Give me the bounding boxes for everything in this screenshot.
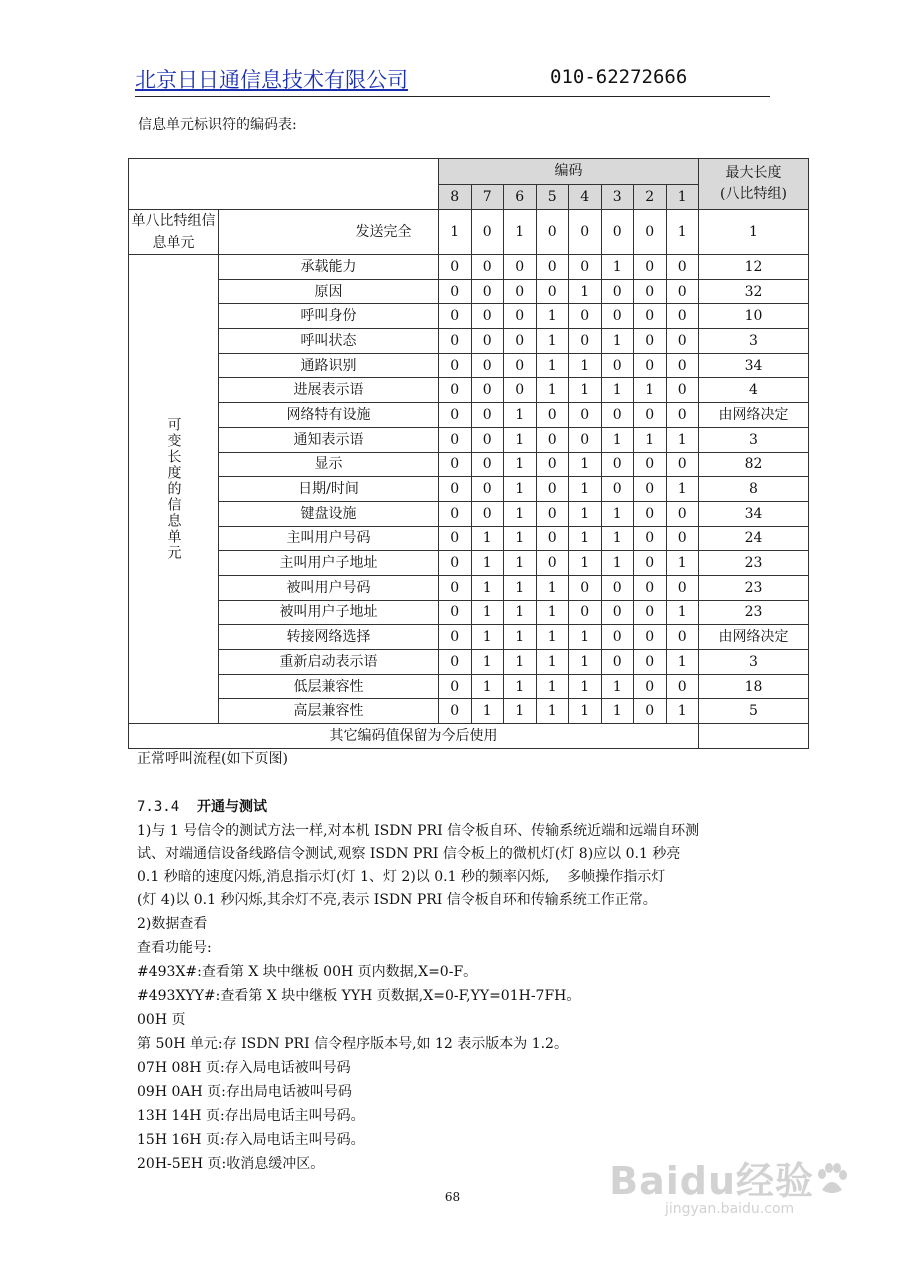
code-bit-cell: 0 bbox=[439, 699, 472, 724]
code-bit-cell: 0 bbox=[504, 304, 537, 329]
info-unit-name-cell: 键盘设施 bbox=[219, 501, 439, 526]
watermark-url: jingyan.baidu.com bbox=[664, 1201, 795, 1217]
code-bit-cell: 1 bbox=[504, 403, 537, 428]
code-bit-cell: 1 bbox=[601, 255, 634, 280]
max-length-cell: 10 bbox=[699, 304, 809, 329]
bit-number-cell: 3 bbox=[601, 184, 634, 210]
code-bit-cell: 1 bbox=[569, 551, 602, 576]
max-length-cell: 32 bbox=[699, 279, 809, 304]
max-length-label: 最大长度 bbox=[725, 165, 782, 181]
info-unit-name-cell: 被叫用户子地址 bbox=[219, 600, 439, 625]
code-bit-cell: 1 bbox=[666, 477, 699, 502]
code-bit-cell: 0 bbox=[439, 600, 472, 625]
code-bit-cell: 0 bbox=[634, 625, 667, 650]
code-bit-cell: 0 bbox=[439, 304, 472, 329]
max-length-cell: 34 bbox=[699, 501, 809, 526]
code-bit-cell: 0 bbox=[634, 600, 667, 625]
code-bit-cell: 0 bbox=[536, 255, 569, 280]
code-bit-cell: 1 bbox=[536, 674, 569, 699]
code-bit-cell: 0 bbox=[439, 674, 472, 699]
coding-table-body bbox=[129, 159, 809, 749]
section-heading bbox=[137, 796, 267, 816]
code-bit-cell: 0 bbox=[471, 501, 504, 526]
code-bit-cell: 1 bbox=[536, 650, 569, 675]
max-length-cell: 24 bbox=[699, 526, 809, 551]
code-bit-cell: 0 bbox=[569, 575, 602, 600]
table-row bbox=[129, 255, 809, 280]
table-row bbox=[129, 378, 809, 403]
code-bit-cell: 1 bbox=[504, 477, 537, 502]
code-bit-cell: 0 bbox=[439, 255, 472, 280]
code-bit-cell: 0 bbox=[601, 304, 634, 329]
code-bit-cell: 1 bbox=[471, 600, 504, 625]
table-row bbox=[129, 329, 809, 354]
info-unit-name-cell: 显示 bbox=[219, 452, 439, 477]
code-bit-cell: 1 bbox=[569, 378, 602, 403]
code-bit-cell: 0 bbox=[601, 353, 634, 378]
code-bit-cell: 1 bbox=[504, 575, 537, 600]
code-bit-cell: 0 bbox=[439, 625, 472, 650]
max-length-cell: 23 bbox=[699, 575, 809, 600]
max-length-header bbox=[699, 159, 809, 210]
code-bit-cell: 0 bbox=[634, 575, 667, 600]
code-bit-cell: 1 bbox=[504, 600, 537, 625]
para-line: 15H 16H 页:存入局电话主叫号码。 bbox=[137, 1132, 365, 1148]
info-unit-name-cell: 主叫用户号码 bbox=[219, 526, 439, 551]
max-length-cell: 3 bbox=[699, 650, 809, 675]
table-caption: 信息单元标识符的编码表: bbox=[138, 117, 297, 133]
para-line: 查看功能号: bbox=[137, 940, 212, 956]
code-bit-cell: 1 bbox=[666, 650, 699, 675]
code-bit-cell: 0 bbox=[569, 304, 602, 329]
code-bit-cell: 1 bbox=[504, 210, 537, 255]
code-bit-cell: 0 bbox=[634, 403, 667, 428]
code-bit-cell: 0 bbox=[666, 279, 699, 304]
code-bit-cell: 1 bbox=[601, 526, 634, 551]
table-row bbox=[129, 477, 809, 502]
para-line: 09H 0AH 页:存出局电话被叫号码 bbox=[137, 1084, 352, 1100]
code-bit-cell: 1 bbox=[504, 526, 537, 551]
code-bit-cell: 0 bbox=[569, 210, 602, 255]
para-line: 20H-5EH 页:收消息缓冲区。 bbox=[137, 1156, 325, 1172]
code-bit-cell: 0 bbox=[634, 674, 667, 699]
code-bit-cell: 1 bbox=[471, 650, 504, 675]
code-bit-cell: 0 bbox=[504, 279, 537, 304]
phone-number: 010-62272666 bbox=[550, 66, 688, 88]
info-unit-name-cell: 日期/时间 bbox=[219, 477, 439, 502]
code-bit-cell: 0 bbox=[634, 304, 667, 329]
code-bit-cell: 0 bbox=[601, 403, 634, 428]
empty-max-cell bbox=[699, 724, 809, 749]
max-length-cell: 1 bbox=[699, 210, 809, 255]
code-bit-cell: 1 bbox=[536, 304, 569, 329]
info-unit-name-cell: 重新启动表示语 bbox=[219, 650, 439, 675]
code-bit-cell: 0 bbox=[666, 255, 699, 280]
code-bit-cell: 1 bbox=[471, 575, 504, 600]
table-row bbox=[129, 724, 809, 749]
info-unit-name-cell: 原因 bbox=[219, 279, 439, 304]
code-bit-cell: 0 bbox=[471, 255, 504, 280]
code-bit-cell: 0 bbox=[666, 403, 699, 428]
watermark-logo-text: Baidu经验 bbox=[609, 1159, 814, 1203]
code-bit-cell: 1 bbox=[601, 551, 634, 576]
code-bit-cell: 0 bbox=[471, 353, 504, 378]
code-bit-cell: 1 bbox=[666, 600, 699, 625]
section-number: 7.3.4 bbox=[137, 799, 180, 815]
para-line: (灯 4)以 0.1 秒闪烁,其余灯不亮,表示 ISDN PRI 信令板自环和传输系统工作正常。 bbox=[137, 892, 657, 908]
code-bit-cell: 0 bbox=[634, 477, 667, 502]
bit-number-cell: 6 bbox=[504, 184, 537, 210]
code-bit-cell: 0 bbox=[536, 452, 569, 477]
info-unit-name-cell: 主叫用户子地址 bbox=[219, 551, 439, 576]
code-bit-cell: 0 bbox=[666, 501, 699, 526]
table-row bbox=[129, 650, 809, 675]
code-bit-cell: 0 bbox=[439, 477, 472, 502]
code-bit-cell: 0 bbox=[439, 353, 472, 378]
table-row bbox=[129, 210, 809, 255]
code-bit-cell: 1 bbox=[569, 650, 602, 675]
code-bit-cell: 0 bbox=[439, 279, 472, 304]
code-bit-cell: 1 bbox=[569, 501, 602, 526]
code-bit-cell: 1 bbox=[536, 600, 569, 625]
code-bit-cell: 0 bbox=[471, 427, 504, 452]
max-length-cell: 5 bbox=[699, 699, 809, 724]
code-bit-cell: 0 bbox=[569, 600, 602, 625]
code-bit-cell: 0 bbox=[536, 427, 569, 452]
info-unit-name-cell: 高层兼容性 bbox=[219, 699, 439, 724]
code-bit-cell: 0 bbox=[471, 279, 504, 304]
variable-group-cell: 可变长度的信息单元 bbox=[129, 255, 219, 724]
code-bit-cell: 0 bbox=[666, 304, 699, 329]
code-bit-cell: 1 bbox=[569, 674, 602, 699]
code-bit-cell: 0 bbox=[569, 255, 602, 280]
code-bit-cell: 1 bbox=[504, 427, 537, 452]
code-bit-cell: 0 bbox=[471, 304, 504, 329]
code-bit-cell: 0 bbox=[601, 279, 634, 304]
code-bit-cell: 1 bbox=[634, 378, 667, 403]
max-length-cell: 23 bbox=[699, 551, 809, 576]
flow-note: 正常呼叫流程(如下页图) bbox=[137, 751, 288, 767]
code-bit-cell: 1 bbox=[601, 427, 634, 452]
code-bit-cell: 1 bbox=[569, 625, 602, 650]
code-bit-cell: 0 bbox=[471, 403, 504, 428]
code-bit-cell: 0 bbox=[439, 378, 472, 403]
code-bit-cell: 0 bbox=[471, 210, 504, 255]
code-bit-cell: 0 bbox=[536, 501, 569, 526]
para-line: #493X#:查看第 X 块中继板 00H 页内数据,X=0-F。 bbox=[137, 964, 478, 980]
code-bit-cell: 1 bbox=[471, 551, 504, 576]
code-bit-cell: 0 bbox=[439, 650, 472, 675]
max-length-cell: 12 bbox=[699, 255, 809, 280]
code-bit-cell: 0 bbox=[634, 452, 667, 477]
bit-number-cell: 1 bbox=[666, 184, 699, 210]
code-bit-cell: 1 bbox=[439, 210, 472, 255]
table-row bbox=[129, 452, 809, 477]
code-bit-cell: 1 bbox=[569, 477, 602, 502]
para-line: 2)数据查看 bbox=[137, 916, 208, 932]
page-number: 68 bbox=[444, 1190, 461, 1204]
code-bit-cell: 1 bbox=[504, 452, 537, 477]
code-bit-cell: 0 bbox=[634, 329, 667, 354]
bit-number-cell: 8 bbox=[439, 184, 472, 210]
info-unit-name-cell: 呼叫身份 bbox=[219, 304, 439, 329]
code-bit-cell: 0 bbox=[634, 526, 667, 551]
code-bit-cell: 0 bbox=[666, 353, 699, 378]
code-bit-cell: 0 bbox=[601, 600, 634, 625]
company-name-link[interactable]: 北京日日通信息技术有限公司 bbox=[135, 68, 408, 92]
code-bit-cell: 0 bbox=[601, 575, 634, 600]
code-bit-cell: 1 bbox=[504, 650, 537, 675]
para-line: 00H 页 bbox=[137, 1012, 186, 1028]
table-row bbox=[129, 575, 809, 600]
table-row bbox=[129, 600, 809, 625]
code-bit-cell: 0 bbox=[471, 378, 504, 403]
max-length-cell: 18 bbox=[699, 674, 809, 699]
table-row bbox=[129, 699, 809, 724]
max-length-cell: 由网络决定 bbox=[699, 625, 809, 650]
max-length-cell: 23 bbox=[699, 600, 809, 625]
max-length-cell: 由网络决定 bbox=[699, 403, 809, 428]
code-bit-cell: 0 bbox=[504, 378, 537, 403]
table-row bbox=[129, 551, 809, 576]
reserved-note-cell: 其它编码值保留为今后使用 bbox=[129, 724, 699, 749]
code-bit-cell: 1 bbox=[536, 575, 569, 600]
table-row bbox=[129, 403, 809, 428]
code-bit-cell: 1 bbox=[569, 452, 602, 477]
code-bit-cell: 0 bbox=[439, 329, 472, 354]
code-bit-cell: 0 bbox=[536, 477, 569, 502]
max-length-cell: 3 bbox=[699, 427, 809, 452]
code-bit-cell: 1 bbox=[536, 353, 569, 378]
code-bit-cell: 1 bbox=[569, 353, 602, 378]
code-bit-cell: 1 bbox=[634, 427, 667, 452]
code-bit-cell: 0 bbox=[504, 329, 537, 354]
info-unit-name-cell: 转接网络选择 bbox=[219, 625, 439, 650]
max-length-cell: 82 bbox=[699, 452, 809, 477]
code-bit-cell: 1 bbox=[504, 501, 537, 526]
table-corner-cell bbox=[129, 159, 439, 210]
code-bit-cell: 0 bbox=[634, 699, 667, 724]
code-bit-cell: 0 bbox=[504, 255, 537, 280]
max-length-cell: 3 bbox=[699, 329, 809, 354]
table-row bbox=[129, 279, 809, 304]
code-bit-cell: 0 bbox=[569, 427, 602, 452]
code-bit-cell: 1 bbox=[601, 699, 634, 724]
code-bit-cell: 0 bbox=[634, 210, 667, 255]
table-row bbox=[129, 674, 809, 699]
code-bit-cell: 0 bbox=[601, 477, 634, 502]
info-unit-name-cell: 承载能力 bbox=[219, 255, 439, 280]
table-row bbox=[129, 501, 809, 526]
info-unit-name-cell: 通知表示语 bbox=[219, 427, 439, 452]
table-row bbox=[129, 353, 809, 378]
coding-header: 编码 bbox=[439, 159, 699, 185]
code-bit-cell: 0 bbox=[666, 526, 699, 551]
code-bit-cell: 0 bbox=[439, 551, 472, 576]
code-bit-cell: 1 bbox=[569, 699, 602, 724]
code-bit-cell: 1 bbox=[601, 329, 634, 354]
info-unit-name-cell: 通路识别 bbox=[219, 353, 439, 378]
code-bit-cell: 1 bbox=[504, 699, 537, 724]
code-bit-cell: 0 bbox=[536, 403, 569, 428]
code-bit-cell: 1 bbox=[471, 625, 504, 650]
code-bit-cell: 0 bbox=[439, 427, 472, 452]
max-length-cell: 34 bbox=[699, 353, 809, 378]
para-line: 1)与 1 号信令的测试方法一样,对本机 ISDN PRI 信令板自环、传输系统近端和远端自环测 bbox=[137, 823, 700, 839]
single-octet-name-cell: 发送完全 bbox=[219, 210, 439, 255]
code-bit-cell: 1 bbox=[666, 210, 699, 255]
para-line: 0.1 秒暗的速度闪烁,消息指示灯(灯 1、灯 2)以 0.1 秒的频率闪烁, 多帧操作指示灯 bbox=[137, 869, 666, 885]
code-bit-cell: 1 bbox=[666, 427, 699, 452]
info-unit-name-cell: 低层兼容性 bbox=[219, 674, 439, 699]
code-bit-cell: 1 bbox=[536, 625, 569, 650]
code-bit-cell: 1 bbox=[601, 501, 634, 526]
table-row bbox=[129, 304, 809, 329]
code-bit-cell: 1 bbox=[601, 674, 634, 699]
code-bit-cell: 0 bbox=[666, 674, 699, 699]
code-bit-cell: 0 bbox=[471, 477, 504, 502]
code-bit-cell: 0 bbox=[536, 526, 569, 551]
code-bit-cell: 0 bbox=[634, 650, 667, 675]
single-octet-group-cell: 单八比特组信息单元 bbox=[129, 210, 219, 255]
code-bit-cell: 0 bbox=[569, 403, 602, 428]
code-bit-cell: 1 bbox=[536, 329, 569, 354]
code-bit-cell: 0 bbox=[601, 650, 634, 675]
code-bit-cell: 1 bbox=[471, 674, 504, 699]
code-bit-cell: 0 bbox=[666, 575, 699, 600]
code-bit-cell: 0 bbox=[439, 526, 472, 551]
para-line: 13H 14H 页:存出局电话主叫号码。 bbox=[137, 1108, 365, 1124]
code-bit-cell: 0 bbox=[666, 329, 699, 354]
code-bit-cell: 1 bbox=[536, 378, 569, 403]
code-bit-cell: 0 bbox=[666, 452, 699, 477]
bit-number-cell: 2 bbox=[634, 184, 667, 210]
code-bit-cell: 0 bbox=[634, 551, 667, 576]
info-unit-name-cell: 进展表示语 bbox=[219, 378, 439, 403]
code-bit-cell: 1 bbox=[569, 526, 602, 551]
code-bit-cell: 1 bbox=[471, 526, 504, 551]
code-bit-cell: 0 bbox=[439, 452, 472, 477]
code-bit-cell: 0 bbox=[634, 353, 667, 378]
code-bit-cell: 0 bbox=[634, 255, 667, 280]
bit-number-cell: 7 bbox=[471, 184, 504, 210]
code-bit-cell: 1 bbox=[601, 378, 634, 403]
code-bit-cell: 0 bbox=[471, 452, 504, 477]
code-bit-cell: 1 bbox=[504, 625, 537, 650]
code-bit-cell: 0 bbox=[439, 575, 472, 600]
info-unit-name-cell: 呼叫状态 bbox=[219, 329, 439, 354]
code-bit-cell: 0 bbox=[634, 501, 667, 526]
code-bit-cell: 0 bbox=[536, 210, 569, 255]
code-bit-cell: 1 bbox=[569, 279, 602, 304]
table-header-row bbox=[129, 159, 809, 185]
para-line: 第 50H 单元:存 ISDN PRI 信令程序版本号,如 12 表示版本为 1.2。 bbox=[137, 1036, 568, 1052]
table-row bbox=[129, 427, 809, 452]
code-bit-cell: 0 bbox=[634, 279, 667, 304]
watermark-logo bbox=[609, 1150, 850, 1205]
code-bit-cell: 1 bbox=[471, 699, 504, 724]
code-bit-cell: 1 bbox=[536, 699, 569, 724]
para-line: 07H 08H 页:存入局电话被叫号码 bbox=[137, 1060, 351, 1076]
section-title: 开通与测试 bbox=[196, 799, 267, 815]
info-unit-name-cell: 被叫用户号码 bbox=[219, 575, 439, 600]
para-line: 试、对端通信设备线路信令测试,观察 ISDN PRI 信令板上的微机灯(灯 8)应以 0.1 秒亮 bbox=[137, 846, 681, 862]
code-bit-cell: 1 bbox=[666, 551, 699, 576]
code-bit-cell: 1 bbox=[666, 699, 699, 724]
code-bit-cell: 1 bbox=[504, 551, 537, 576]
max-length-cell: 8 bbox=[699, 477, 809, 502]
code-bit-cell: 0 bbox=[471, 329, 504, 354]
baidu-watermark bbox=[609, 1150, 850, 1217]
info-unit-name-cell: 网络特有设施 bbox=[219, 403, 439, 428]
code-bit-cell: 0 bbox=[666, 625, 699, 650]
bit-number-cell: 5 bbox=[536, 184, 569, 210]
code-bit-cell: 0 bbox=[601, 625, 634, 650]
code-bit-cell: 1 bbox=[504, 674, 537, 699]
code-bit-cell: 0 bbox=[569, 329, 602, 354]
paw-icon bbox=[814, 1162, 850, 1198]
code-bit-cell: 0 bbox=[536, 551, 569, 576]
code-bit-cell: 0 bbox=[601, 210, 634, 255]
code-bit-cell: 0 bbox=[504, 353, 537, 378]
code-bit-cell: 0 bbox=[439, 403, 472, 428]
code-bit-cell: 0 bbox=[601, 452, 634, 477]
code-bit-cell: 0 bbox=[439, 501, 472, 526]
code-bit-cell: 0 bbox=[536, 279, 569, 304]
max-length-cell: 4 bbox=[699, 378, 809, 403]
table-row bbox=[129, 625, 809, 650]
code-bit-cell: 0 bbox=[666, 378, 699, 403]
max-length-unit: (八比特组) bbox=[720, 186, 787, 202]
coding-table bbox=[128, 158, 809, 749]
bit-number-cell: 4 bbox=[569, 184, 602, 210]
para-line: #493XYY#:查看第 X 块中继板 YYH 页数据,X=0-F,YY=01H-7FH。 bbox=[137, 988, 581, 1004]
page-header bbox=[135, 62, 770, 97]
table-row bbox=[129, 526, 809, 551]
